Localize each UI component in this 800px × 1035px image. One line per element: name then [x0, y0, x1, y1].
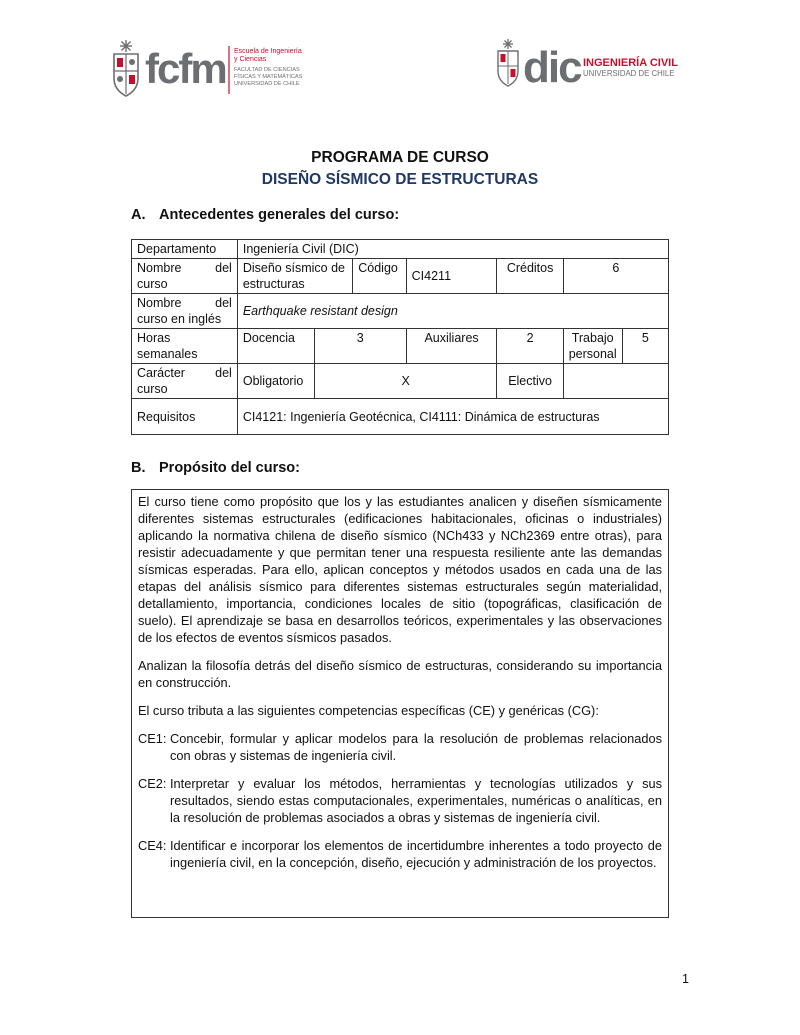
- row-requisitos: Requisitos CI4121: Ingeniería Geotécnica, CI4111: Dinámica de estructuras: [132, 399, 669, 435]
- row-departamento: Departamento Ingeniería Civil (DIC): [132, 240, 669, 259]
- section-a-heading: A. Antecedentes generales del curso:: [131, 207, 400, 223]
- document-title: PROGRAMA DE CURSO: [311, 149, 489, 166]
- section-b-heading: B. Propósito del curso:: [131, 460, 300, 476]
- svg-text:Escuela de Ingeniería: Escuela de Ingeniería: [234, 48, 302, 55]
- university-seal-icon: [114, 40, 138, 96]
- university-seal-icon: [498, 39, 518, 86]
- svg-text:INGENIERÍA CIVIL: INGENIERÍA CIVIL: [583, 57, 678, 69]
- svg-text:UNIVERSIDAD DE CHILE: UNIVERSIDAD DE CHILE: [234, 81, 300, 87]
- competency-ce4: CE4: Identificar e incorporar los elementos de incertidumbre inherentes a todo proyecto de ingeniería civil, en la concepción, diseño, ejecución y administración de los proyectos.: [138, 838, 662, 870]
- dic-brand-text: dic: [523, 43, 581, 88]
- course-info-table: [131, 239, 669, 435]
- svg-text:y Ciencias: y Ciencias: [234, 56, 267, 63]
- svg-text:FACULTAD DE CIENCIAS: FACULTAD DE CIENCIAS: [234, 67, 300, 73]
- competency-ce2: CE2: Interpretar y evaluar los métodos, herramientas y tecnologías utilizados y sus resultados, siendo estas computacionales, experimentales, numéricas o analíticas, en la resolución de problemas asociados a obras y sistemas de ingeniería civil.: [138, 776, 662, 825]
- row-caracter: Carácter del curso Obligatorio X Electivo: [132, 364, 669, 399]
- dic-logo: [497, 38, 697, 88]
- purpose-paragraph-2: Analizan la filosofía detrás del diseño sísmico de estructuras, considerando su importancia en construcción.: [138, 658, 662, 690]
- svg-text:FÍSICAS Y MATEMÁTICAS: FÍSICAS Y MATEMÁTICAS: [234, 74, 303, 80]
- row-horas: Horas semanales Docencia 3 Auxiliares 2 Trabajo personal 5: [132, 329, 669, 364]
- purpose-paragraph-1: El curso tiene como propósito que los y las estudiantes analicen y diseñen sísmicamente diferentes sistemas estructurales (edificaciones habitacionales, oficinas o industriales) aplicando la normativa chilena de diseño sísmico (NCh433 y NCh2369 entre otras), para resistir adecuadamente y que permitan tener una respuesta resiliente ante las demandas sísmicas esperadas. Para ello, aplican conceptos y métodos usados en cada una de las etapas del análisis sísmico para diferentes sistemas estructurales según materialidad, detallamiento, importancia, condiciones locales de sitio (topográficas, clasificación de suelo). El aprendizaje se basa en desarrollos teóricos, experimentales y las observaciones de los efectos de eventos sísmicos pasados.: [138, 494, 662, 645]
- purpose-paragraph-3: El curso tributa a las siguientes competencias específicas (CE) y genéricas (CG):: [138, 703, 599, 718]
- fcfm-brand-text: fcfm: [145, 45, 226, 92]
- fcfm-logo: [113, 38, 323, 100]
- row-nombre: Nombre del curso Diseño sísmico de estructuras Código CI4211 Créditos 6: [132, 259, 669, 294]
- page-number: 1: [682, 972, 689, 986]
- svg-text:UNIVERSIDAD DE CHILE: UNIVERSIDAD DE CHILE: [583, 69, 675, 78]
- course-title: DISEÑO SÍSMICO DE ESTRUCTURAS: [261, 171, 539, 188]
- row-nombre-ingles: Nombre del curso en inglés Earthquake resistant design: [132, 294, 669, 329]
- competency-ce1: CE1: Concebir, formular y aplicar modelos para la resolución de problemas relacionados con obras y sistemas de ingeniería civil.: [138, 731, 662, 763]
- purpose-box: [131, 489, 669, 918]
